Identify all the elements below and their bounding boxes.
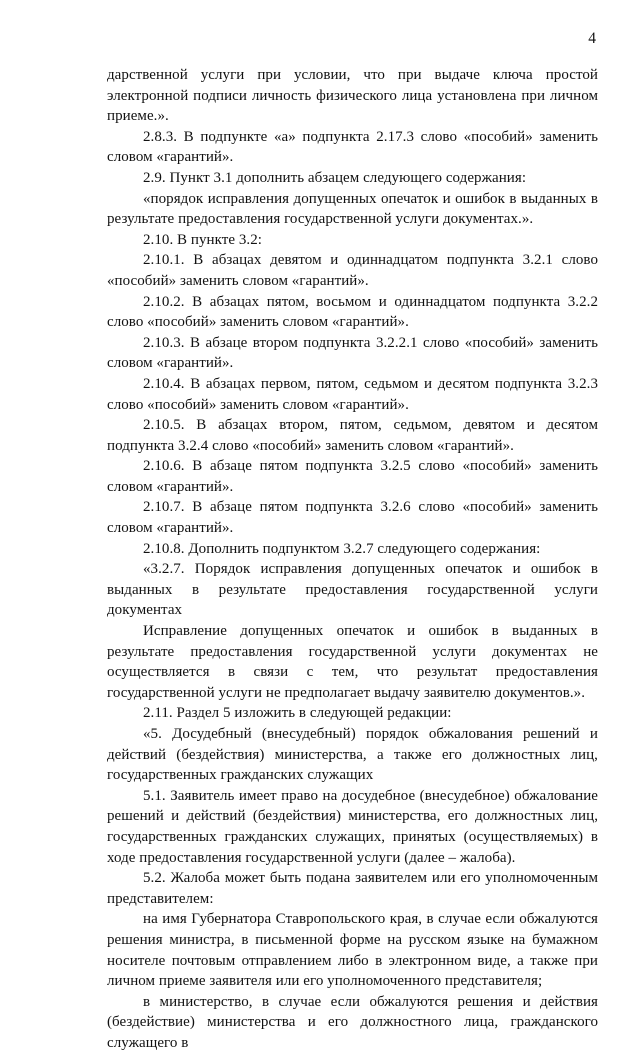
paragraph: 2.11. Раздел 5 изложить в следующей редакции: — [143, 705, 452, 722]
paragraph: на имя Губернатора Ставропольского края, в случае если обжалуются решения министра, в письменной форме на русском языке на бумажном носителе почтовым отправлением либо в электронном виде, а также при личном приеме заявителя или его уполномоченного представителя; — [107, 911, 598, 990]
paragraph: «порядок исправления допущенных опечаток и ошибок в выданных в результате предоставления государственной услуги документах.». — [107, 190, 598, 228]
paragraph: 2.10.3. В абзаце втором подпункта 3.2.2.1 слово «пособий» заменить словом «гарантий». — [107, 334, 598, 372]
paragraph: дарственной услуги при условии, что при выдаче ключа простой электронной подписи личность физического лица установлена при личном приеме.». — [107, 67, 598, 125]
paragraph: 2.10. В пункте 3.2: — [143, 231, 262, 248]
paragraph: 2.10.8. Дополнить подпунктом 3.2.7 следующего содержания: — [143, 540, 541, 557]
paragraph: 2.10.7. В абзаце пятом подпункта 3.2.6 слово «пособий» заменить словом «гарантий». — [107, 499, 598, 537]
paragraph: 2.10.6. В абзаце пятом подпункта 3.2.5 слово «пособий» заменить словом «гарантий». — [107, 458, 598, 495]
document-body — [107, 65, 598, 1054]
paragraph: 5.2. Жалоба может быть подана заявителем или его уполномоченным представителем: — [107, 870, 598, 907]
paragraph: Исправление допущенных опечаток и ошибок в выданных в результате предоставления государственной услуги документах не осуществляется в связи с тем, что результат предоставления государственной услуги не предполагает выдачу заявителю документов.». — [107, 623, 598, 701]
paragraph: 2.9. Пункт 3.1 дополнить абзацем следующего содержания: — [143, 169, 527, 186]
paragraph: 2.10.2. В абзацах пятом, восьмом и одиннадцатом подпункта 3.2.2 слово «пособий» заменить словом «гарантий». — [107, 293, 598, 331]
paragraph: 2.10.1. В абзацах девятом и одиннадцатом подпункта 3.2.1 слово «пособий» заменить словом «гарантий». — [107, 252, 598, 289]
paragraph: «5. Досудебный (внесудебный) порядок обжалования решений и действий (бездействия) министерства, а также его должностных лиц, государственных гражданских служащих — [107, 726, 598, 784]
paragraph: 5.1. Заявитель имеет право на досудебное (внесудебное) обжалование решений и действий (бездействия) министерства, его должностных лиц, государственных гражданских служащих, принятых (осуществляемых) в ходе предоставления государственной услуги (далее – жалоба). — [107, 787, 598, 866]
page-number: 4 — [588, 30, 596, 47]
paragraph: в министерство, в случае если обжалуются решения и действия (бездействие) министерства и его должностного лица, гражданского служащего в — [107, 993, 598, 1051]
paragraph: «3.2.7. Порядок исправления допущенных опечаток и ошибок в выданных в результате предоставления государственной услуги документах — [107, 561, 598, 619]
paragraph: 2.10.4. В абзацах первом, пятом, седьмом и десятом подпункта 3.2.3 слово «пособий» заменить словом «гарантий». — [107, 375, 598, 413]
paragraph: 2.10.5. В абзацах втором, пятом, седьмом, девятом и десятом подпункта 3.2.4 слово «пособий» заменить словом «гарантий». — [107, 417, 598, 454]
paragraph: 2.8.3. В подпункте «а» подпункта 2.17.3 слово «пособий» заменить словом «гарантий». — [107, 128, 598, 166]
